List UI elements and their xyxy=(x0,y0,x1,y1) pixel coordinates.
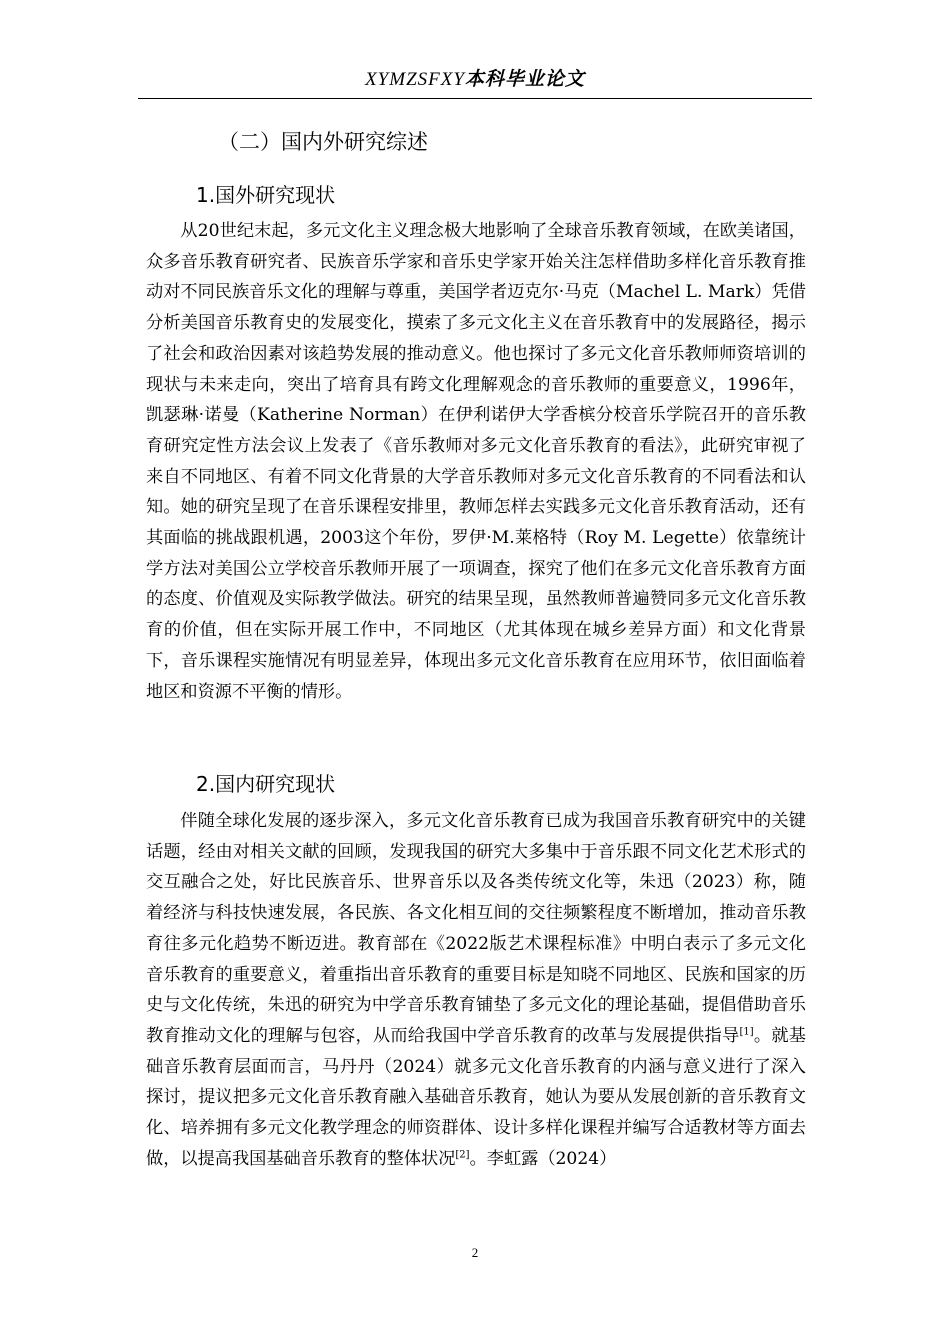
paragraph-foreign-research: 从20世纪末起，多元文化主义理念极大地影响了全球音乐教育领域，在欧美诸国，众多音乐教育研究者、民族音乐学家和音乐史学家开始关注怎样借助多样化音乐教育推动对不同民族音乐文化的理解与尊重，美国学者迈克尔·马克（Machel L. Mark）凭借分析美国音乐教育史的发展变化，摸索了多元文化主义在音乐教育中的发展路径，揭示了社会和政治因素对该趋势发展的推动意义。他也探讨了多元文化音乐教师师资培训的现状与未来走向，突出了培育具有跨文化理解观念的音乐教师的重要意义，1996年，凯瑟琳·诺曼（Katherine Norman）在伊利诺伊大学香槟分校音乐学院召开的音乐教育研究定性方法会议上发表了《音乐教师对多元文化音乐教育的看法》，此研究审视了来自不同地区、有着不同文化背景的大学音乐教师对多元文化音乐教育的不同看法和认知。她的研究呈现了在音乐课程安排里，教师怎样去实践多元文化音乐教育活动，还有其面临的挑战跟机遇，2003这个年份，罗伊·M.莱格特（Roy M. Legette）依靠统计学方法对美国公立学校音乐教师开展了一项调查，探究了他们在多元文化音乐教育方面的态度、价值观及实际教学做法。研究的结果呈现，虽然教师普遍赞同多元文化音乐教育的价值，但在实际开展工作中，不同地区（尤其体现在城乡差异方面）和文化背景下，音乐课程实施情况有明显差异，体现出多元文化音乐教育在应用环节，依旧面临着地区和资源不平衡的情形。 xyxy=(146,221,806,702)
citation-marker: [2] xyxy=(455,1149,470,1160)
paragraph-domestic-research xyxy=(146,806,806,1174)
citation-marker: [1] xyxy=(739,1026,754,1038)
paragraph-text: 。李虹露（2024） xyxy=(469,1148,617,1169)
subsection-title-foreign: 1.国外研究现状 xyxy=(196,183,336,207)
running-header xyxy=(138,64,812,91)
paragraph-text: 伴随全球化发展的逐步深入，多元文化音乐教育已成为我国音乐教育研究中的关键话题，经由对相关文献的回顾，发现我国的研究大多集中于音乐跟不同文化艺术形式的交互融合之处，好比民族音乐、世界音乐以及各类传统文化等，朱迅（2023）称，随着经济与科技快速发展，各民族、各文化相互间的交往频繁程度不断增加，推动音乐教育往多元化趋势不断迈进。教育部在《2022版艺术课程标准》中明白表示了多元文化音乐教育的重要意义，着重指出音乐教育的重要目标是知晓不同地区、民族和国家的历史与文化传统，朱迅的研究为中学音乐教育铺垫了多元文化的理论基础，提倡借助音乐教育推动文化的理解与包容，从而给我国中学音乐教育的改革与发展提供指导 xyxy=(146,811,806,1046)
header-latin-text: XYMZSFXY xyxy=(365,69,465,90)
page-number: 2 xyxy=(471,1245,479,1260)
header-divider xyxy=(138,98,812,99)
section-title: （二）国内外研究综述 xyxy=(218,130,428,154)
subsection-title-domestic: 2.国内研究现状 xyxy=(196,772,336,796)
header-cjk-text: 本科毕业论文 xyxy=(464,68,585,90)
paragraph-text: 。就基础音乐教育层面而言，马丹丹（2024）就多元文化音乐教育的内涵与意义进行了深入探讨，提议把多元文化音乐教育融入基础音乐教育，她认为要从发展创新的音乐教育文化、培养拥有多元文化教学理念的师资群体、设计多样化课程并编写合适教材等方面去做，以提高我国基础音乐教育的整体状况 xyxy=(146,1025,806,1169)
